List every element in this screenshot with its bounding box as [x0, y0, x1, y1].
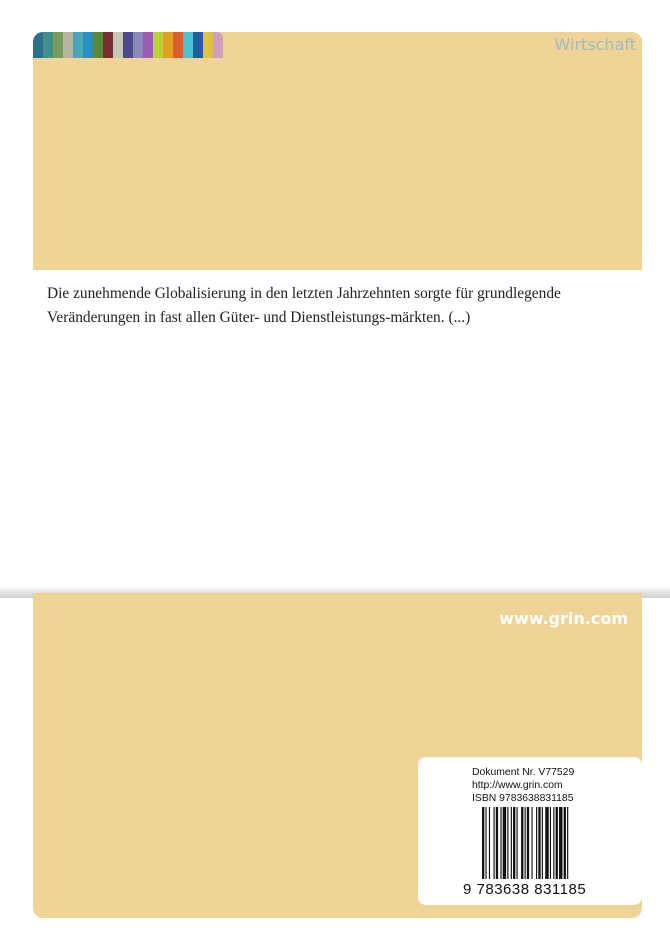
color-stripe	[63, 32, 73, 58]
color-stripe	[133, 32, 143, 58]
color-stripe	[143, 32, 153, 58]
barcode-icon	[482, 807, 628, 887]
abstract-line-2: Veränderungen in fast allen Güter- und Dienstleistungs-märkten. (...)	[47, 309, 471, 326]
document-number: Dokument Nr. V77529	[472, 767, 575, 778]
color-stripe	[153, 32, 163, 58]
color-stripe	[183, 32, 193, 58]
abstract-line-1: Die zunehmende Globalisierung in den letzten Jahrzehnten sorgte für grundlegende	[47, 285, 561, 302]
isbn-number: ISBN 9783638831185	[472, 793, 574, 804]
color-stripe	[33, 32, 43, 58]
barcode-digits: 9 783638 831185	[463, 881, 587, 898]
color-stripe	[53, 32, 63, 58]
cover-top-panel	[33, 32, 642, 270]
color-stripe	[83, 32, 93, 58]
category-label: Wirtschaft	[554, 35, 636, 54]
color-stripe	[203, 32, 213, 58]
color-stripe	[113, 32, 123, 58]
color-stripe	[163, 32, 173, 58]
color-stripe	[173, 32, 183, 58]
publisher-url[interactable]: www.grin.com	[499, 609, 628, 628]
barcode-box	[418, 757, 642, 905]
barcode-bars	[482, 807, 628, 879]
color-stripes	[33, 32, 223, 58]
website-link[interactable]: http://www.grin.com	[472, 780, 563, 791]
color-stripe	[103, 32, 113, 58]
color-stripe	[93, 32, 103, 58]
color-stripe	[73, 32, 83, 58]
color-stripe	[123, 32, 133, 58]
barcode-info	[472, 766, 574, 805]
color-stripe	[213, 32, 223, 58]
abstract-text	[47, 282, 632, 330]
color-stripe	[193, 32, 203, 58]
color-stripe	[43, 32, 53, 58]
